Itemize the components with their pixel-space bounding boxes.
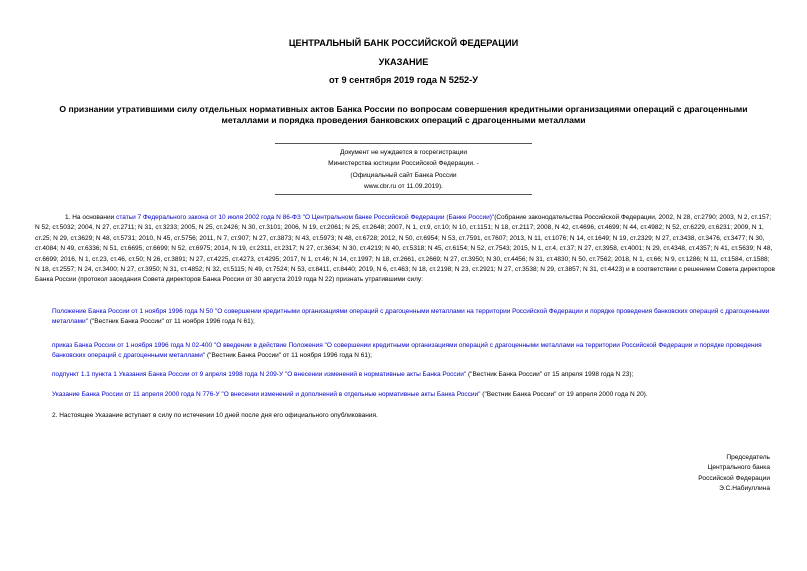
signatory-name: Э.С.Набиуллина	[719, 484, 770, 492]
regulation-50-link[interactable]: Положение Банка России от 1 ноября 1996 года N 50 "О совершении кредитными организациями операций с драгоценными металлами на территории Российской Федерации и порядке проведения банковских операций с драгоценными металлами"	[52, 308, 770, 326]
note-line: (Официальный сайт Банка России	[350, 171, 457, 179]
document-date-number: от 9 сентября 2019 года N 5252-У	[329, 75, 478, 85]
issuer-heading: ЦЕНТРАЛЬНЫЙ БАНК РОССИЙСКОЙ ФЕДЕРАЦИИ	[288, 38, 519, 48]
repealed-item	[52, 390, 775, 400]
repealed-item	[52, 370, 775, 380]
note-line: Документ не нуждается в госрегистрации	[339, 149, 468, 156]
document-title: О признании утратившими силу отдельных нормативных актов Банка России по вопросам совершения кредитными организациями операций с драгоценными металлами и порядка проведения банковских операций с драгоценными металлами	[59, 104, 748, 125]
federal-law-link[interactable]: статьи 7 Федерального закона от 10 июля 2002 года N 86-ФЗ "О Центральном банке Российской Федерации (Банке России)"	[116, 214, 495, 221]
note-top-divider	[275, 143, 532, 144]
repealed-item-source: ("Вестник Банка России" от 15 апреля 1998 года N 23);	[466, 371, 634, 378]
repealed-item-source: ("Вестник Банка России" от 11 ноября 1996 года N 61);	[88, 318, 255, 326]
order-02-400-link[interactable]: приказ Банка России от 1 ноября 1996 года N 02-400 "О введении в действие Положения "О совершении кредитными организациями операций с драгоценными металлами на территории Российской Федерации и порядке проведения банковских операций с драгоценными металлами"	[52, 342, 762, 360]
note-bottom-divider	[275, 194, 532, 195]
note-line: Министерства юстиции Российской Федерации. -	[328, 160, 479, 168]
instruction-209-u-link[interactable]: подпункт 1.1 пункта 1 Указания Банка России от 9 апреля 1998 года N 209-У "О внесении изменений в нормативные акты Банка России"	[52, 371, 467, 378]
repealed-item-source: ("Вестник Банка России" от 19 апреля 2000 года N 20).	[480, 391, 648, 398]
signature-line: Российской Федерации	[698, 474, 770, 482]
instruction-776-u-link[interactable]: Указание Банка России от 11 апреля 2000 года N 776-У "О внесении изменений и дополнений в отдельные нормативные акты Банка России"	[52, 391, 481, 398]
signature-line: Центрального банка	[707, 464, 770, 472]
paragraph-2: 2. Настоящее Указание вступает в силу по истечении 10 дней после дня его официального опубликования.	[52, 412, 378, 419]
repealed-item	[52, 341, 775, 362]
note-line: www.cbr.ru от 11.09.2019).	[364, 182, 443, 190]
signature-line: Председатель	[726, 454, 770, 461]
paragraph-1-prefix: 1. На основании	[65, 214, 117, 221]
signature-block	[698, 453, 770, 494]
paragraph-1-text: (Собрание законодательства Российской Федерации, 2002, N 28, ст.2790; 2003, N 2, ст.157; N 52, ст.5032; 2004, N 27, ст.2711; N 31, ст.3233; 2005, N 25, ст.2426; N 30, ст.3101; 2006, N 19, ст.2061; N 25, ст.2648; 2007, N 1, ст.9, ст.10; N 10, ст.1151; N 18, ст.2117; 2008, N 42, ст.4696, ст.4699; N 44, ст.4982; N 52, ст.6229, ст.6231; 2009, N 1, ст.25; N 29, ст.3629; N 48, ст.5731; 2010, N 45, ст.5756; 2011, N 7, ст.907; N 27, ст.3873; N 43, ст.5973; N 48, ст.6728; 2012, N 50, ст.6954; N 53, ст.7591, ст.7607; 2013, N 11, ст.1076; N 14, ст.1649; N 19, ст.2329; N 27, ст.3438, ст.3476, ст.3477; N 30, ст.4084; N 49, ст.6336; N 51, ст.6695, ст.6699; N 52, ст.6975; 2014, N 19, ст.2311, ст.2317; N 27, ст.3634; N 30, ст.4219; N 40, ст.5318; N 45, ст.6154; N 52, ст.7543; 2015, N 1, ст.4, ст.37; N 27, ст.3958, ст.4001; N 29, ст.4348, ст.4357; N 41, ст.5639; N 48, ст.6699; 2016, N 1, ст.23, ст.46, ст.50; N 26, ст.3891; N 27, ст.4225, ст.4273, ст.4295; 2017, N 1, ст.46; N 14, ст.1997; N 18, ст.2661, ст.2669; N 27, ст.3950; N 30, ст.4456; N 31, ст.4830; N 50, ст.7562; 2018, N 1, ст.66; N 9, ст.1286; N 11, ст.1584, ст.1588; N 18, ст.2557; N 24, ст.3400; N 27, ст.3950; N 31, ст.4852; N 32, ст.5115; N 49, ст.7524; N 53, ст.8411, ст.8440; 2019, N 6, ст.463; N 18, ст.2198; N 23, ст.2921; N 27, ст.3538; N 29, ст.3857; N 31, ст.4423) и в соответствии с решением Совета директоров Банка России (протокол заседания Совета директоров Банка России от 30 августа 2019 года N 22) признать утратившими силу:	[35, 214, 775, 284]
repealed-item-source: ("Вестник Банка России" от 11 ноября 1996 года N 61);	[205, 352, 372, 360]
paragraph-1	[35, 213, 775, 286]
repealed-item	[52, 307, 775, 328]
document-type-heading: УКАЗАНИЕ	[378, 57, 429, 67]
registration-note	[275, 147, 532, 192]
